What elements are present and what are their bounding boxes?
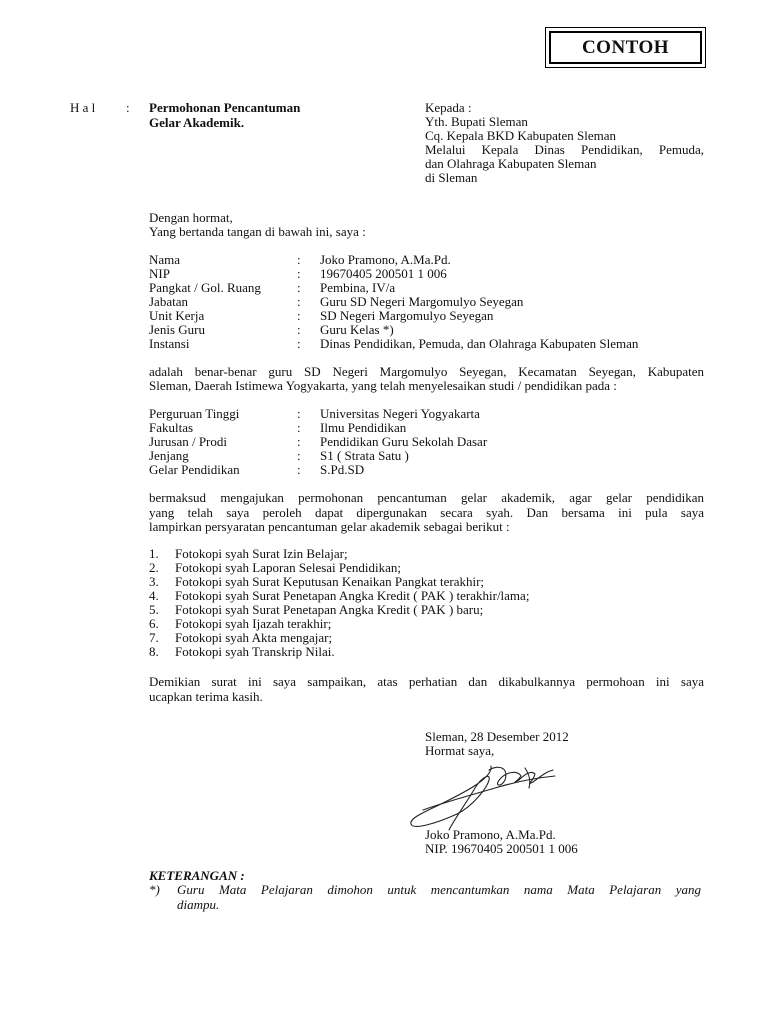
field-label: Jabatan	[149, 294, 188, 309]
list-number: 7.	[149, 630, 159, 645]
education-row-major: Jurusan / Prodi : Pendidikan Guru Sekolah Dasar	[149, 434, 488, 449]
list-text: Fotokopi syah Surat Keputusan Kenaikan Pangkat terakhir;	[175, 574, 485, 589]
recipient-line: di Sleman	[425, 170, 478, 185]
notes-mark: *)	[149, 882, 160, 897]
statement-line: adalah benar-benar guru SD Negeri Margomulyo Seyegan, Kecamatan Seyegan, Kabupaten	[149, 364, 704, 379]
list-number: 1.	[149, 546, 159, 561]
identity-row-position: Jabatan : Guru SD Negeri Margomulyo Seyegan	[149, 294, 524, 309]
identity-row-teacher-type: Jenis Guru : Guru Kelas *)	[149, 322, 394, 337]
identity-row-nip: NIP : 19670405 200501 1 006	[149, 266, 447, 281]
list-number: 5.	[149, 602, 159, 617]
closing-line: ucapkan terima kasih.	[149, 689, 263, 704]
field-label: Jenis Guru	[149, 322, 205, 337]
sample-stamp	[545, 27, 706, 68]
field-value: Pendidikan Guru Sekolah Dasar	[320, 434, 488, 449]
notes-heading: KETERANGAN :	[149, 868, 245, 883]
recipient-line: Kepada :	[425, 100, 472, 115]
list-number: 4.	[149, 588, 159, 603]
field-label: Gelar Pendidikan	[149, 462, 240, 477]
notes-line: Guru Mata Pelajaran dimohon untuk mencantumkan nama Mata Pelajaran yang	[177, 882, 701, 897]
field-value: Dinas Pendidikan, Pemuda, dan Olahraga Kabupaten Sleman	[320, 336, 639, 351]
subject-line-1: Permohonan Pencantuman	[149, 100, 301, 115]
handwritten-signature	[405, 758, 565, 838]
intro-text: Yang bertanda tangan di bawah ini, saya :	[149, 224, 366, 239]
identity-row-rank: Pangkat / Gol. Ruang : Pembina, IV/a	[149, 280, 396, 295]
identity-row-unit: Unit Kerja : SD Negeri Margomulyo Seyegan	[149, 308, 494, 323]
field-value: Joko Pramono, A.Ma.Pd.	[320, 252, 451, 267]
subject-line-2: Gelar Akademik.	[149, 115, 245, 130]
field-label: NIP	[149, 266, 170, 281]
request-line: bermaksud mengajukan permohonan pencantuman gelar akademik, agar gelar pendidikan	[149, 490, 704, 505]
recipient-line: Cq. Kepala BKD Kabupaten Sleman	[425, 128, 616, 143]
field-value: Guru Kelas *)	[320, 322, 394, 337]
field-value: Guru SD Negeri Margomulyo Seyegan	[320, 294, 524, 309]
field-value: Ilmu Pendidikan	[320, 420, 407, 435]
field-label: Perguruan Tinggi	[149, 406, 240, 421]
identity-row-agency: Instansi : Dinas Pendidikan, Pemuda, dan Olahraga Kabupaten Sleman	[149, 336, 639, 351]
recipient-line: dan Olahraga Kabupaten Sleman	[425, 156, 597, 171]
field-value: S1 ( Strata Satu )	[320, 448, 409, 463]
field-label: Jurusan / Prodi	[149, 434, 227, 449]
list-number: 6.	[149, 616, 159, 631]
sample-stamp-label: CONTOH	[549, 31, 702, 64]
list-text: Fotokopi syah Transkrip Nilai.	[175, 644, 335, 659]
signer-nip: NIP. 19670405 200501 1 006	[425, 841, 578, 856]
field-label: Pangkat / Gol. Ruang	[149, 280, 261, 295]
field-value: Universitas Negeri Yogyakarta	[320, 406, 480, 421]
field-label: Unit Kerja	[149, 308, 205, 323]
field-value: SD Negeri Margomulyo Seyegan	[320, 308, 494, 323]
list-text: Fotokopi syah Akta mengajar;	[175, 630, 333, 645]
recipient-line: Yth. Bupati Sleman	[425, 114, 528, 129]
education-row-degree: Gelar Pendidikan : S.Pd.SD	[149, 462, 365, 477]
education-row-level: Jenjang : S1 ( Strata Satu )	[149, 448, 409, 463]
recipient-line: Melalui Kepala Dinas Pendidikan, Pemuda,	[425, 142, 704, 157]
list-text: Fotokopi syah Surat Penetapan Angka Kredit ( PAK ) baru;	[175, 602, 484, 617]
list-text: Fotokopi syah Surat Penetapan Angka Kredit ( PAK ) terakhir/lama;	[175, 588, 530, 603]
field-value: 19670405 200501 1 006	[320, 266, 447, 281]
list-text: Fotokopi syah Ijazah terakhir;	[175, 616, 332, 631]
field-value: S.Pd.SD	[320, 462, 365, 477]
list-number: 3.	[149, 574, 159, 589]
list-number: 2.	[149, 560, 159, 575]
subject-label: H a l	[70, 100, 96, 115]
field-label: Jenjang	[149, 448, 189, 463]
list-text: Fotokopi syah Laporan Selesai Pendidikan;	[175, 560, 402, 575]
list-text: Fotokopi syah Surat Izin Belajar;	[175, 546, 348, 561]
field-label: Instansi	[149, 336, 190, 351]
closing-line: Demikian surat ini saya sampaikan, atas perhatian dan dikabulkannya permohoan ini saya	[149, 674, 704, 689]
request-line: lampirkan persyaratan pencantuman gelar akademik sebagai berikut :	[149, 519, 510, 534]
education-row-faculty: Fakultas : Ilmu Pendidikan	[149, 420, 407, 435]
salutation: Hormat saya,	[425, 743, 495, 758]
identity-row-name: Nama : Joko Pramono, A.Ma.Pd.	[149, 252, 451, 267]
list-number: 8.	[149, 644, 159, 659]
signer-name: Joko Pramono, A.Ma.Pd.	[425, 827, 556, 842]
field-label: Fakultas	[149, 420, 194, 435]
field-label: Nama	[149, 252, 181, 267]
request-line: yang telah saya peroleh dapat dipergunakan secara syah. Dan bersama ini pula saya	[149, 505, 704, 520]
greeting: Dengan hormat,	[149, 210, 233, 225]
subject-colon: :	[126, 100, 130, 115]
statement-line: Sleman, Daerah Istimewa Yogyakarta, yang telah menyelesaikan studi / pendidikan pada :	[149, 378, 617, 393]
field-value: Pembina, IV/a	[320, 280, 396, 295]
education-row-university: Perguruan Tinggi : Universitas Negeri Yogyakarta	[149, 406, 480, 421]
place-date: Sleman, 28 Desember 2012	[425, 729, 569, 744]
notes-line: diampu.	[177, 897, 220, 912]
